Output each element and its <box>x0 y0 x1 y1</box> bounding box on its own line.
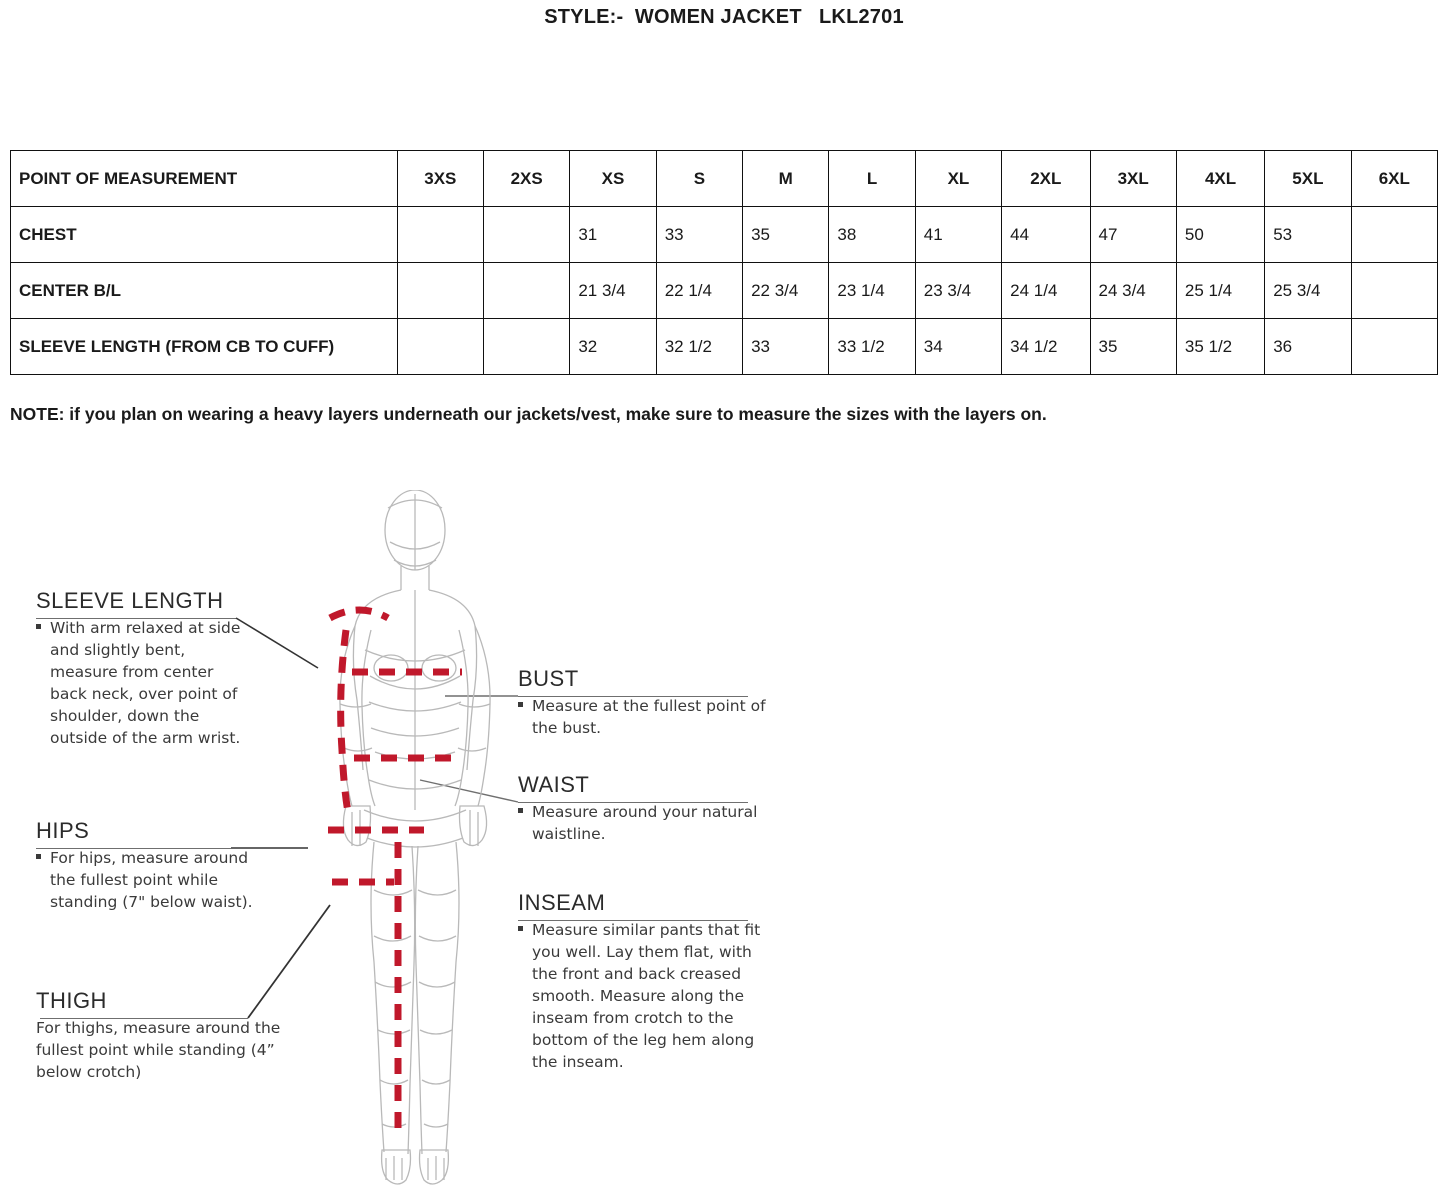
cell-sleeve-xs: 32 <box>570 319 656 375</box>
callout-body-sleeve-length: With arm relaxed at side and slightly bent, measure from center back neck, over point of shoulder, down the outside of the arm wrist. <box>36 617 251 749</box>
measurement-note: NOTE: if you plan on wearing a heavy layers underneath our jackets/vest, make sure to measure the sizes with the layers on. <box>10 404 1047 424</box>
column-header-4xl: 4XL <box>1176 151 1264 207</box>
callout-body-hips: For hips, measure around the fullest point while standing (7" below waist). <box>36 847 266 913</box>
callout-title-thigh: THIGH <box>36 988 107 1013</box>
cell-chest-2xs <box>483 207 569 263</box>
callout-body-bust: Measure at the fullest point of the bust. <box>518 695 768 739</box>
row-label-center-bl: CENTER B/L <box>11 263 398 319</box>
callout-bust <box>518 666 768 739</box>
cell-sleeve-3xs <box>397 319 483 375</box>
cell-chest-3xl: 47 <box>1090 207 1176 263</box>
row-label-chest: CHEST <box>11 207 398 263</box>
cell-centerbl-5xl: 25 3/4 <box>1265 263 1351 319</box>
cell-centerbl-l: 23 1/4 <box>829 263 915 319</box>
callout-title-waist: WAIST <box>518 772 590 797</box>
cell-centerbl-4xl: 25 1/4 <box>1176 263 1264 319</box>
callout-title-hips: HIPS <box>36 818 90 843</box>
table-row <box>11 263 1438 319</box>
row-label-sleeve-length: SLEEVE LENGTH (FROM CB TO CUFF) <box>11 319 398 375</box>
cell-sleeve-4xl: 35 1/2 <box>1176 319 1264 375</box>
cell-sleeve-5xl: 36 <box>1265 319 1351 375</box>
cell-chest-l: 38 <box>829 207 915 263</box>
cell-centerbl-s: 22 1/4 <box>656 263 742 319</box>
cell-sleeve-2xl: 34 1/2 <box>1002 319 1090 375</box>
callout-sleeve-length <box>36 588 251 749</box>
cell-chest-m: 35 <box>743 207 829 263</box>
callout-title-sleeve-length: SLEEVE LENGTH <box>36 588 224 613</box>
column-header-xs: XS <box>570 151 656 207</box>
cell-sleeve-l: 33 1/2 <box>829 319 915 375</box>
column-header-3xs: 3XS <box>397 151 483 207</box>
cell-chest-5xl: 53 <box>1265 207 1351 263</box>
cell-chest-6xl <box>1351 207 1437 263</box>
callout-thigh <box>36 988 286 1083</box>
cell-centerbl-6xl <box>1351 263 1437 319</box>
column-header-3xl: 3XL <box>1090 151 1176 207</box>
cell-centerbl-m: 22 3/4 <box>743 263 829 319</box>
cell-centerbl-xs: 21 3/4 <box>570 263 656 319</box>
size-chart-table <box>10 150 1438 375</box>
cell-sleeve-s: 32 1/2 <box>656 319 742 375</box>
cell-centerbl-xl: 23 3/4 <box>915 263 1001 319</box>
size-chart-table-wrapper <box>10 150 1438 375</box>
cell-chest-xl: 41 <box>915 207 1001 263</box>
cell-centerbl-3xs <box>397 263 483 319</box>
column-header-l: L <box>829 151 915 207</box>
table-row <box>11 207 1438 263</box>
cell-sleeve-6xl <box>1351 319 1437 375</box>
column-header-2xs: 2XS <box>483 151 569 207</box>
cell-sleeve-m: 33 <box>743 319 829 375</box>
cell-chest-xs: 31 <box>570 207 656 263</box>
column-header-point-of-measurement: POINT OF MEASUREMENT <box>11 151 398 207</box>
callout-title-bust: BUST <box>518 666 579 691</box>
callout-body-waist: Measure around your natural waistline. <box>518 801 768 845</box>
column-header-5xl: 5XL <box>1265 151 1351 207</box>
column-header-s: S <box>656 151 742 207</box>
callout-title-inseam: INSEAM <box>518 890 606 915</box>
cell-chest-s: 33 <box>656 207 742 263</box>
callout-waist <box>518 772 768 845</box>
cell-centerbl-2xs <box>483 263 569 319</box>
column-header-m: M <box>743 151 829 207</box>
page-title: STYLE:- WOMEN JACKET LKL2701 <box>544 6 904 28</box>
cell-centerbl-3xl: 24 3/4 <box>1090 263 1176 319</box>
callout-body-inseam: Measure similar pants that fit you well. Lay them flat, with the front and back creased smooth. Measure along the inseam from crotch to the bottom of the leg hem along the inseam. <box>518 919 780 1073</box>
callout-inseam <box>518 890 780 1073</box>
cell-centerbl-2xl: 24 1/4 <box>1002 263 1090 319</box>
callout-hips <box>36 818 266 913</box>
measurement-diagram <box>0 470 1448 1200</box>
cell-sleeve-2xs <box>483 319 569 375</box>
column-header-6xl: 6XL <box>1351 151 1437 207</box>
cell-chest-4xl: 50 <box>1176 207 1264 263</box>
cell-chest-2xl: 44 <box>1002 207 1090 263</box>
column-header-xl: XL <box>915 151 1001 207</box>
cell-sleeve-3xl: 35 <box>1090 319 1176 375</box>
table-header-row <box>11 151 1438 207</box>
cell-sleeve-xl: 34 <box>915 319 1001 375</box>
callout-body-thigh: For thighs, measure around the fullest point while standing (4” below crotch) <box>36 1019 281 1081</box>
column-header-2xl: 2XL <box>1002 151 1090 207</box>
cell-chest-3xs <box>397 207 483 263</box>
table-row <box>11 319 1438 375</box>
